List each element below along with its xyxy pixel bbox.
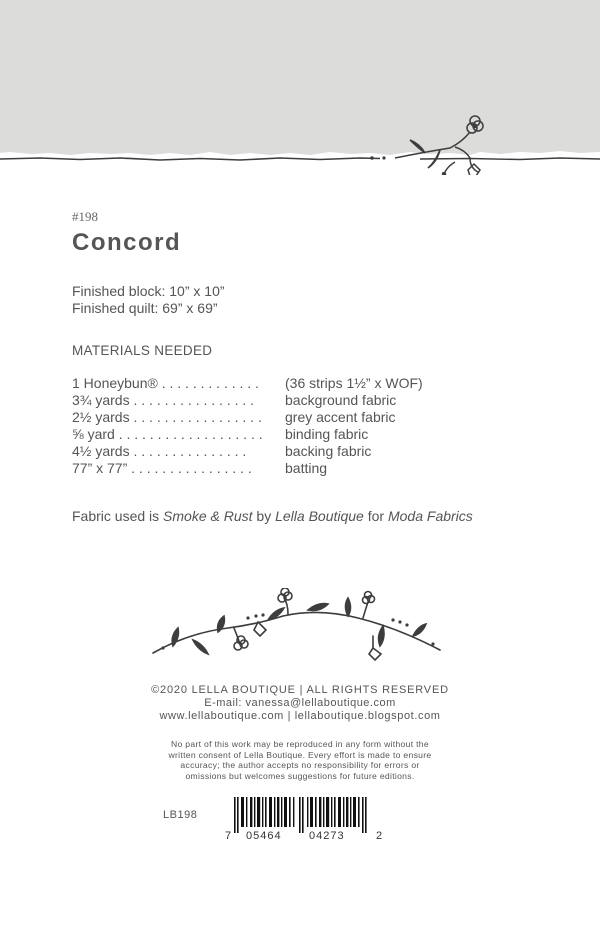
disclaimer-text bbox=[0, 739, 600, 781]
disclaimer-line: No part of this work may be reproduced in any form without the bbox=[171, 739, 429, 749]
copyright-text: ©2020 LELLA BOUTIQUE | ALL RIGHTS RESERVED bbox=[151, 684, 449, 696]
material-quantity: 77” x 77” . . . . . . . . . . . . . . . . bbox=[72, 460, 252, 476]
material-description: backing fabric bbox=[285, 443, 372, 459]
material-description: background fabric bbox=[285, 392, 397, 408]
website-text: www.lellaboutique.com | lellaboutique.blogspot.com bbox=[159, 710, 441, 722]
material-description: (36 strips 1½” x WOF) bbox=[285, 375, 423, 391]
barcode-digit: 7 bbox=[225, 830, 233, 842]
torn-edge-line bbox=[0, 158, 380, 160]
fabric-prefix: Fabric used is bbox=[72, 508, 164, 524]
header-band bbox=[0, 0, 600, 175]
email-text: E-mail: vanessa@lellaboutique.com bbox=[204, 697, 396, 709]
product-sku: LB198 bbox=[163, 809, 198, 821]
pattern-number: #198 bbox=[72, 209, 98, 224]
barcode-digit: 05464 bbox=[246, 830, 282, 842]
material-description: grey accent fabric bbox=[285, 409, 396, 425]
floral-vine-icon bbox=[148, 588, 448, 668]
materials-list bbox=[72, 375, 423, 477]
finished-block: Finished block: 10” x 10” bbox=[72, 283, 225, 299]
fabric-designer: Lella Boutique bbox=[275, 508, 364, 524]
barcode-digit: 04273 bbox=[309, 830, 345, 842]
material-description: binding fabric bbox=[285, 426, 369, 442]
disclaimer-line: omissions but welcomes suggestions for future editions. bbox=[185, 770, 415, 781]
materials-row bbox=[72, 392, 423, 409]
material-quantity: 4½ yards . . . . . . . . . . . . . . . bbox=[72, 443, 247, 459]
materials-row bbox=[72, 375, 423, 392]
material-quantity: 3¾ yards . . . . . . . . . . . . . . . . bbox=[72, 392, 255, 408]
fabric-manufacturer: Moda Fabrics bbox=[387, 508, 473, 524]
materials-row bbox=[72, 409, 423, 426]
fabric-for: for bbox=[363, 508, 388, 524]
disclaimer-line: written consent of Lella Boutique. Every effort is made to ensure bbox=[168, 749, 432, 760]
fabric-by: by bbox=[252, 508, 276, 524]
disclaimer-line: accuracy; the author accepts no responsibility for errors or bbox=[180, 760, 420, 770]
materials-row bbox=[72, 426, 423, 443]
fabric-used-line bbox=[72, 508, 473, 524]
torn-paper-band bbox=[0, 0, 600, 155]
finished-sizes bbox=[72, 283, 225, 317]
material-quantity: 2½ yards . . . . . . . . . . . . . . . . . bbox=[72, 409, 262, 425]
material-description: batting bbox=[285, 460, 328, 476]
materials-row bbox=[72, 460, 423, 477]
fabric-collection: Smoke & Rust bbox=[163, 508, 253, 524]
material-quantity: ⅝ yard . . . . . . . . . . . . . . . . . . . bbox=[72, 426, 263, 442]
materials-row bbox=[72, 443, 423, 460]
finished-quilt: Finished quilt: 69” x 69” bbox=[72, 300, 218, 316]
pattern-title: Concord bbox=[72, 229, 182, 256]
materials-heading: MATERIALS NEEDED bbox=[72, 343, 213, 358]
barcode-digit: 2 bbox=[376, 830, 384, 842]
material-quantity: 1 Honeybun® . . . . . . . . . . . . . bbox=[72, 375, 259, 391]
